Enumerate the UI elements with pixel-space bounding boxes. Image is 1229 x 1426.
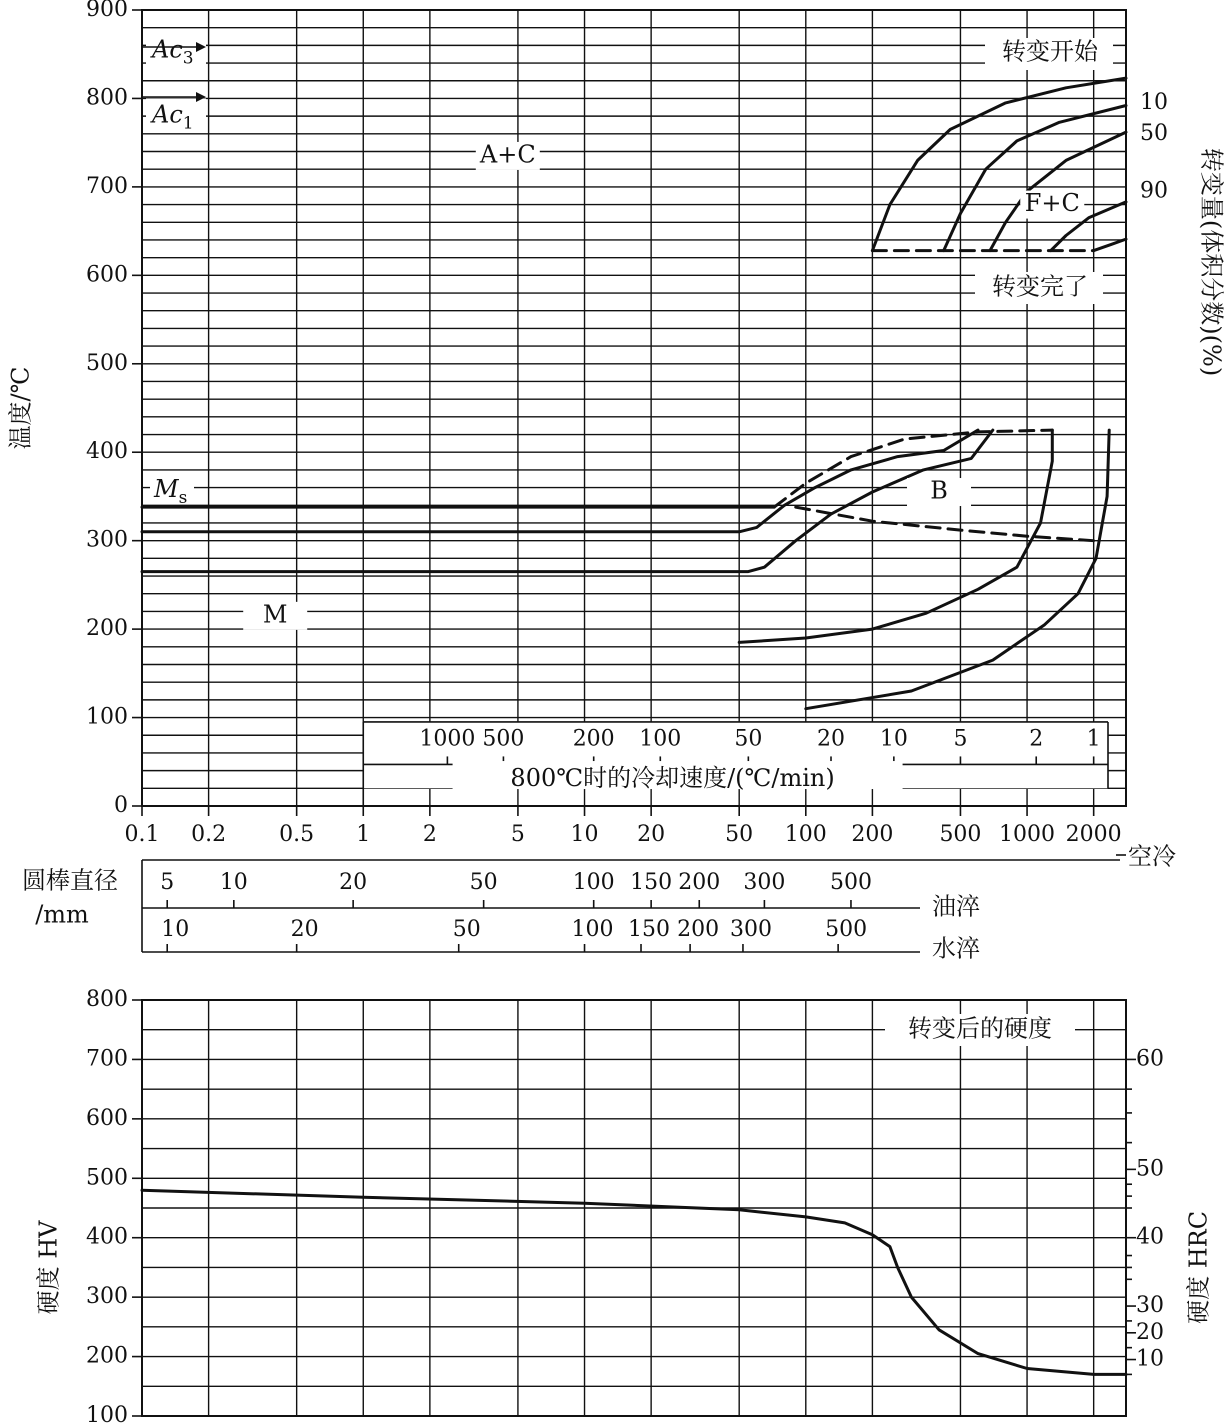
hardness-y-tick-label: 300	[86, 1284, 128, 1310]
diameter-axis-title: 圆棒直径	[22, 866, 118, 895]
right-axis-tick-label: 90	[1140, 178, 1168, 204]
cct-y-tick-label: 300	[86, 527, 128, 553]
hardness-y-tick-label: 500	[86, 1165, 128, 1191]
cct-x-tick-label: 0.1	[124, 822, 160, 847]
cooling-rate-tick-label: 200	[572, 726, 615, 752]
cct-x-tick-label: 20	[637, 822, 666, 847]
cct-series-line-pearlite	[1094, 239, 1126, 251]
cct-y-tick-label: 900	[86, 0, 128, 22]
hardness-y-tick-label: 700	[86, 1046, 128, 1072]
cct-x-tick-label: 5	[510, 822, 525, 847]
water-tick-label: 10	[161, 917, 190, 942]
cct-x-tick-label: 2	[422, 822, 437, 847]
water-quench-label: 水淬	[932, 934, 980, 963]
cct-series-line-ms	[142, 430, 993, 571]
cct-y-tick-label: 500	[86, 350, 128, 376]
water-tick-label: 150	[628, 917, 671, 942]
cct-series-line-pearlite	[944, 106, 1126, 251]
cct-y-tick-label: 200	[86, 616, 128, 642]
hardness-y-tick-label: 400	[86, 1224, 128, 1250]
oil-tick-label: 50	[469, 870, 498, 895]
cct-series-line-pearlite	[872, 78, 1126, 251]
cooling-rate-tick-label: 5	[953, 726, 968, 752]
cooling-rate-axis-title: 800℃时的冷却速度/(℃/min)	[510, 763, 835, 792]
region-label: B	[930, 476, 948, 505]
cct-y-axis-title: 温度/℃	[6, 366, 35, 450]
hrc-tick-label: 20	[1136, 1319, 1164, 1345]
water-tick-label: 20	[290, 917, 319, 942]
cct-series-line-bainite	[796, 507, 1094, 541]
right-axis-tick-label: 50	[1140, 120, 1168, 146]
region-label: M	[262, 600, 288, 629]
oil-tick-label: 5	[160, 870, 175, 895]
cooling-rate-tick-label: 2	[1029, 726, 1044, 752]
cooling-rate-tick-label: 1	[1086, 726, 1101, 752]
cct-x-tick-label: 10	[570, 822, 599, 847]
right-axis-title: 转变量(体积分数)(%)	[1197, 147, 1226, 377]
cct-x-tick-label: 2000	[1065, 822, 1122, 847]
cct-x-tick-label: 1000	[999, 822, 1056, 847]
region-label: F+C	[1024, 189, 1080, 218]
water-tick-label: 100	[571, 917, 614, 942]
cooling-rate-tick-label: 100	[639, 726, 682, 752]
oil-tick-label: 150	[630, 870, 673, 895]
critical-temp-label: $Ac_1$	[152, 100, 194, 134]
hardness-y-tick-label: 100	[86, 1403, 128, 1426]
cct-series-line-bainite	[806, 430, 1109, 709]
cct-y-tick-label: 600	[86, 262, 128, 288]
hrc-tick-label: 60	[1136, 1046, 1164, 1072]
oil-tick-label: 10	[219, 870, 248, 895]
cct-x-tick-label: 100	[784, 822, 827, 847]
cct-x-tick-label: 0.5	[279, 822, 315, 847]
cct-y-tick-label: 700	[86, 173, 128, 199]
cooling-rate-tick-label: 1000	[419, 726, 476, 752]
oil-tick-label: 100	[572, 870, 615, 895]
oil-tick-label: 200	[678, 870, 721, 895]
diameter-axis-unit: /mm	[35, 900, 89, 929]
right-axis-tick-label: 10	[1140, 89, 1168, 115]
ms-label: $M_s$	[154, 475, 188, 509]
oil-tick-label: 500	[829, 870, 872, 895]
hardness-annotation: 转变后的硬度	[908, 1014, 1052, 1043]
cct-x-tick-label: 50	[725, 822, 754, 847]
cooling-rate-tick-label: 500	[482, 726, 525, 752]
cct-x-tick-label: 500	[939, 822, 982, 847]
water-tick-label: 300	[729, 917, 772, 942]
hrc-tick-label: 10	[1136, 1346, 1164, 1372]
oil-quench-label: 油淬	[932, 892, 980, 921]
cct-x-tick-label: 1	[356, 822, 371, 847]
hardness-series-line	[142, 1190, 1126, 1374]
hardness-y-axis-title: 硬度 HV	[34, 1220, 63, 1315]
cct-x-tick-label: 0.2	[191, 822, 227, 847]
hrc-tick-label: 30	[1136, 1293, 1164, 1319]
oil-tick-label: 300	[743, 870, 786, 895]
hardness-y-tick-label: 200	[86, 1343, 128, 1369]
cct-y-tick-label: 400	[86, 439, 128, 465]
water-tick-label: 50	[452, 917, 481, 942]
cct-frame	[142, 10, 1126, 806]
hrc-tick-label: 40	[1136, 1224, 1164, 1250]
cct-y-tick-label: 0	[114, 793, 128, 818]
cooling-rate-tick-label: 20	[817, 726, 846, 752]
water-tick-label: 500	[825, 917, 868, 942]
hrc-axis-title: 硬度 HRC	[1184, 1210, 1213, 1324]
water-tick-label: 200	[677, 917, 720, 942]
cooling-rate-tick-label: 10	[879, 726, 908, 752]
cooling-rate-tick-label: 50	[734, 726, 763, 752]
hrc-tick-label: 50	[1136, 1156, 1164, 1182]
cct-series-line-bainite	[739, 430, 1052, 642]
critical-temp-label: $Ac_3$	[152, 35, 194, 69]
cct-y-tick-label: 800	[86, 85, 128, 111]
cct-x-tick-label: 200	[851, 822, 894, 847]
region-label: A+C	[479, 140, 536, 169]
hardness-y-tick-label: 800	[86, 987, 128, 1012]
hardness-y-tick-label: 600	[86, 1105, 128, 1131]
cct-y-tick-label: 100	[86, 704, 128, 730]
oil-tick-label: 20	[339, 870, 368, 895]
transform-end-label: 转变完了	[992, 272, 1088, 301]
transform-start-label: 转变开始	[1002, 37, 1098, 66]
air-cool-label: 空冷	[1128, 842, 1176, 871]
